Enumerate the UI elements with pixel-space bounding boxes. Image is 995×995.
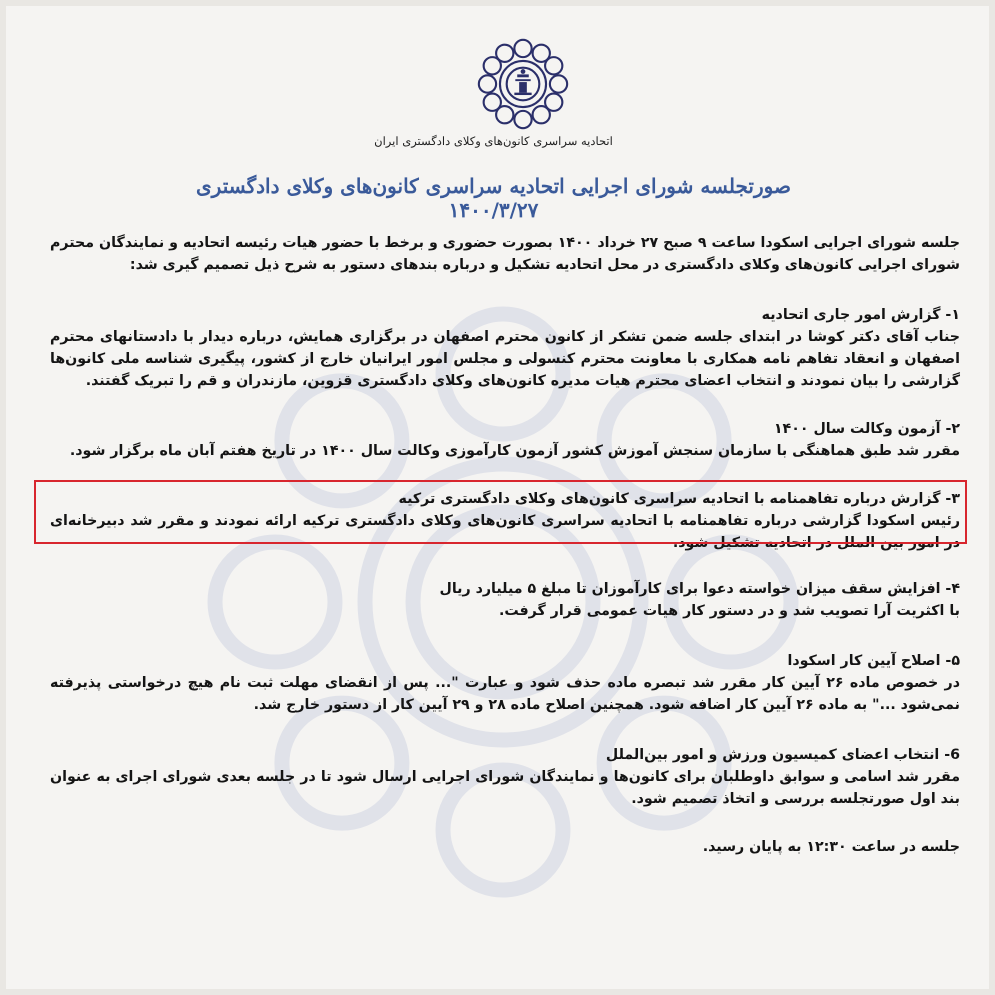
section-6-title: 6- انتخاب اعضای کمیسیون ورزش و امور بین‌الملل <box>605 747 960 763</box>
section-1-title: ۱- گزارش امور جاری اتحادیه <box>761 307 960 323</box>
section-2-body: مقرر شد طبق هماهنگی با سازمان سنجش آموزش کشور آزمون کارآموزی وکالت سال ۱۴۰۰ در تاریخ هفتم آبان ماه برگزار شود. <box>69 443 960 459</box>
section-4-body: با اکثریت آرا تصویب شد و در دستور کار هیات عمومی قرار گرفت. <box>498 603 960 619</box>
section-5-body: در خصوص ماده ۲۶ آیین کار مقرر شد تبصره ماده حذف شود و عبارت "... پس از انقضای مهلت ثبت نام هیچ درخواستی پذیرفته نمی‌شود ..." به ماده ۲۶ آیین کار اضافه شود. همچنین اصلاح ماده ۲۸ و ۲۹ آیین کار از دستور خارج شد. <box>50 675 960 713</box>
section-3-body: رئیس اسکودا گزارشی درباره تفاهمنامه با اتحادیه سراسری کانون‌های وکلای دادگستری ترکیه ارائه نمودند و مقرر شد دبیرخانه‌ای در امور بین الملل در اتحادیه تشکیل شود. <box>50 513 960 551</box>
closing-line: جلسه در ساعت ۱۲:۳۰ به پایان رسید. <box>702 839 960 855</box>
document-body <box>50 232 960 858</box>
bar-association-logo-icon <box>475 36 571 132</box>
organization-name: اتحادیه سراسری کانون‌های وکلای دادگستری ایران <box>374 134 613 148</box>
section-3-title: ۳- گزارش درباره تفاهمنامه با اتحادیه سراسری کانون‌های وکلای دادگستری ترکیه <box>398 491 960 507</box>
section-6-body: مقرر شد اسامی و سوابق داوطلبان برای کانون‌ها و نمایندگان شورای اجرایی ارسال شود تا در جلسه بعدی شورای اجرای به عنوان بند اول صورتجلسه بررسی و اتخاذ تصمیم شود. <box>50 769 960 807</box>
section-1-body: جناب آقای دکتر کوشا در ابتدای جلسه ضمن تشکر از کانون محترم اصفهان در برگزاری همایش، درباره دیدار با دادستانهای محترم اصفهان و انعقاد تفاهم نامه همکاری با معاونت محترم کنسولی و مجلس امور ایرانیان خارج از کشور، پیگیری شناسه ملی کانون‌ها گزارشی را بیان نمودند و انتخاب اعضای محترم هیات مدیره کانون‌های وکلای دادگستری قزوین، مازندران و قم را تبریک گفتند. <box>50 329 960 389</box>
section-2-highlight-box <box>34 480 967 544</box>
document-title: صورتجلسه شورای اجرایی اتحادیه سراسری کانون‌های وکلای دادگستری ۱۴۰۰/۳/۲۷ <box>196 174 791 222</box>
section-2-title: ۲- آزمون وکالت سال ۱۴۰۰ <box>773 421 960 437</box>
section-5-title: ۵- اصلاح آیین کار اسکودا <box>787 653 960 669</box>
section-4-title: ۴- افزایش سقف میزان خواسته دعوا برای کارآموزان تا مبلغ ۵ میلیارد ریال <box>439 581 960 597</box>
intro-paragraph: جلسه شورای اجرایی اسکودا ساعت ۹ صبح ۲۷ خرداد ۱۴۰۰ بصورت حضوری و برخط با حضور هیات رئیسه اتحادیه و نمایندگان محترم شورای اجرایی کانون‌های وکلای دادگستری در محل اتحادیه تشکیل و درباره بندهای دستور به شرح ذیل تصمیم گیری شد: <box>50 235 961 273</box>
